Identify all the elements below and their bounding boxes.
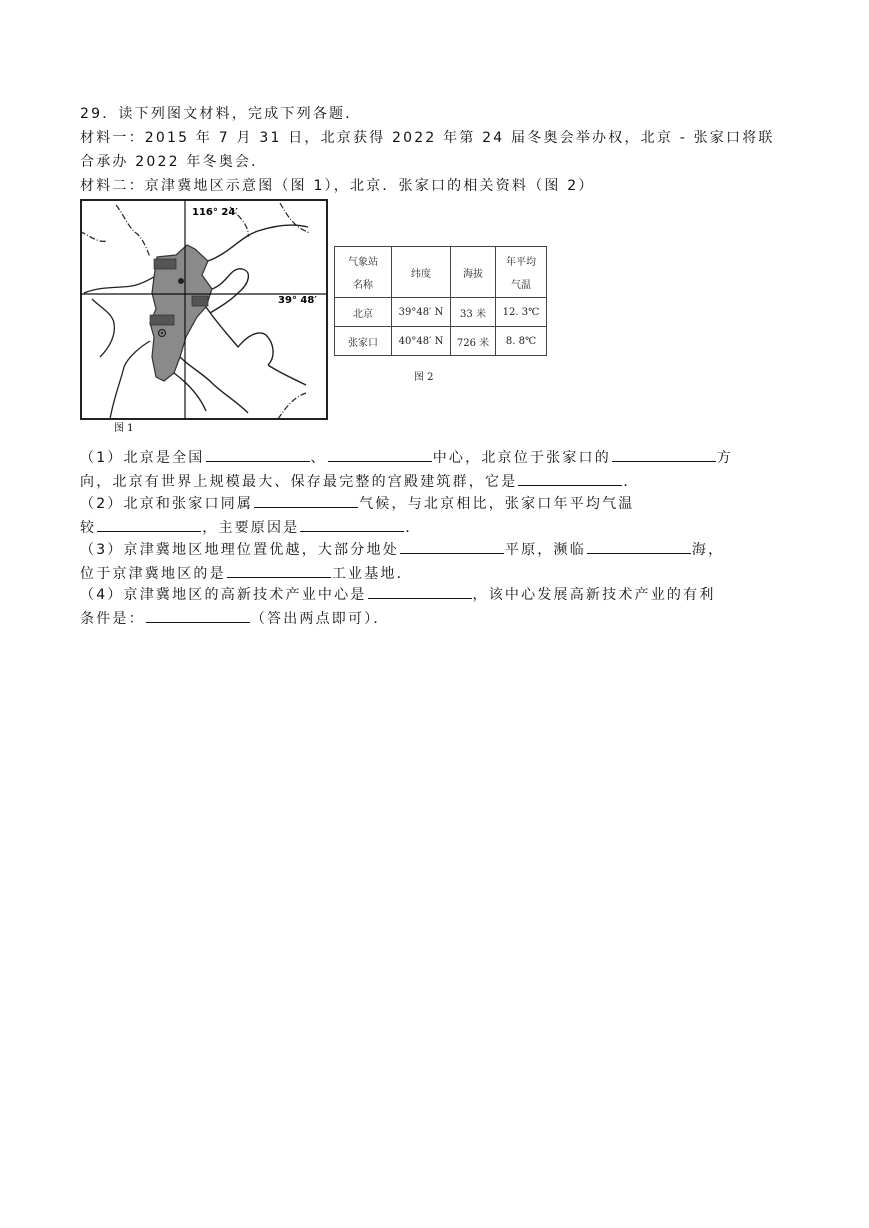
latitude-label: 39° 48′ [278,295,317,306]
header-annual-temperature: 年平均 气温 [496,247,547,298]
q2-line-2: 较 ，主要原因是 ． [80,520,422,536]
city-label-zhangjiakou [154,259,176,269]
table-cell: 726 米 [451,327,496,356]
table-cell: 张家口 [335,327,392,356]
q4-line-2: 条件是： （答出两点即可）． [80,611,390,627]
figure-1-map [80,197,330,437]
table-cell: 12. 3℃ [496,298,547,327]
q4-line-1: （4）京津冀地区的高新技术产业中心是 ，该中心发展高新技术产业的有利 [80,587,716,603]
answer-blank-11[interactable] [368,585,472,599]
answer-blank-10[interactable] [227,564,331,578]
q1-line-1: （1）北京是全国 、 中心，北京位于张家口的 方 [80,450,734,466]
table-cell: 40°48′ N [392,327,451,356]
answer-blank-3[interactable] [612,448,716,462]
answer-blank-12[interactable] [146,609,250,623]
longitude-label: 116° 24′ [192,207,238,218]
q2-line-1: （2）北京和张家口同属 气候，与北京相比，张家口年平均气温 [80,496,635,512]
city-label-shijiazhuang [150,315,174,325]
figure-2-caption: 图 2 [414,372,434,383]
figure-2-table [330,240,550,390]
table-row [335,327,547,356]
table-row [335,298,547,327]
answer-blank-1[interactable] [206,448,310,462]
q3-line-2: 位于京津冀地区的是 工业基地． [80,566,413,582]
table-cell: 北京 [335,298,392,327]
climate-data-table [334,246,547,356]
table-header-row [335,247,547,298]
header-altitude: 海拔 [451,247,496,298]
header-station-name: 气象站 名称 [335,247,392,298]
city-label-beijing [192,296,208,306]
answer-blank-6[interactable] [97,518,201,532]
material-one-line-2: 合承办 2022 年冬奥会． [80,154,268,170]
answer-blank-4[interactable] [518,472,622,486]
material-two-line: 材料二：京津冀地区示意图（图 1），北京．张家口的相关资料（图 2） [80,178,595,194]
q3-line-1: （3）京津冀地区地理位置优越，大部分地处 平原，濒临 海， [80,542,725,558]
q1-line-2: 向，北京有世界上规模最大、保存最完整的宫殿建筑群，它是 ． [80,474,640,490]
answer-blank-8[interactable] [400,540,504,554]
figure-1-caption: 图 1 [114,423,134,434]
table-cell: 39°48′ N [392,298,451,327]
answer-blank-2[interactable] [328,448,432,462]
answer-blank-7[interactable] [300,518,404,532]
question-title: 29．读下列图文材料，完成下列各题． [80,106,362,122]
answer-blank-5[interactable] [254,494,358,508]
material-one-line-1: 材料一：2015 年 7 月 31 日，北京获得 2022 年第 24 届冬奥会举办权，北京 - 张家口将联 [80,130,775,146]
map-svg [80,197,330,437]
table-cell: 33 米 [451,298,496,327]
table-cell: 8. 8℃ [496,327,547,356]
answer-blank-9[interactable] [587,540,691,554]
header-latitude: 纬度 [392,247,451,298]
